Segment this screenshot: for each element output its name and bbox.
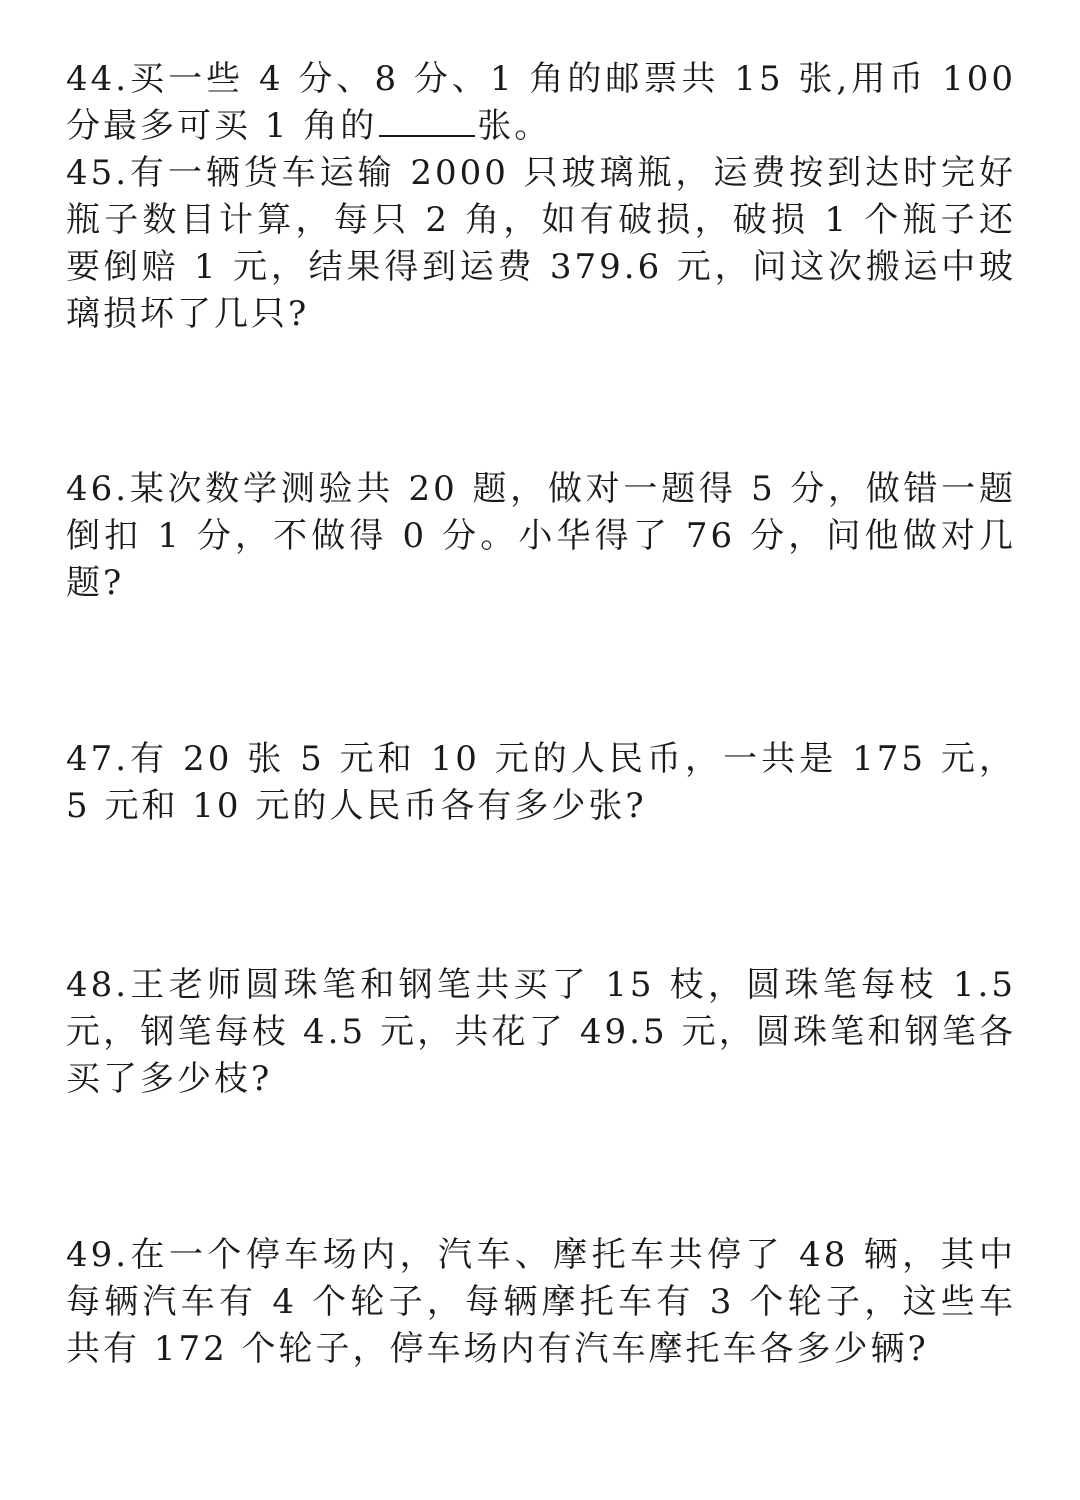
problem-45-text: 45.有一辆货车运输 2000 只玻璃瓶，运费按到达时完好瓶子数目计算，每只 2 角，如有破损，破损 1 个瓶子还要倒赔 1 元，结果得到运费 379.6 元，问这次搬运中玻璃损坏了几只? bbox=[66, 153, 1016, 334]
problem-44-suffix: 张。 bbox=[477, 106, 552, 146]
problem-45 bbox=[66, 150, 1016, 338]
problem-48-text: 48.王老师圆珠笔和钢笔共买了 15 枝，圆珠笔每枝 1.5 元，钢笔每枝 4.5 元，共花了 49.5 元，圆珠笔和钢笔各买了多少枝? bbox=[66, 965, 1016, 1099]
problem-44 bbox=[66, 56, 1016, 150]
problem-44-text: 44.买一些 4 分、8 分、1 角的邮票共 15 张,用币 100 分最多可买 1 角的 bbox=[66, 59, 1016, 146]
problem-49 bbox=[66, 1232, 1016, 1373]
answer-blank bbox=[379, 105, 475, 137]
problem-46 bbox=[66, 466, 1016, 607]
problem-47 bbox=[66, 736, 1016, 830]
problem-47-text: 47.有 20 张 5 元和 10 元的人民币，一共是 175 元，5 元和 10 元的人民币各有多少张? bbox=[66, 739, 1016, 826]
problem-48 bbox=[66, 962, 1016, 1103]
problem-49-text: 49.在一个停车场内，汽车、摩托车共停了 48 辆，其中每辆汽车有 4 个轮子，每辆摩托车有 3 个轮子，这些车共有 172 个轮子，停车场内有汽车摩托车各多少辆? bbox=[66, 1235, 1016, 1369]
problem-46-text: 46.某次数学测验共 20 题，做对一题得 5 分，做错一题倒扣 1 分，不做得 0 分。小华得了 76 分，问他做对几题? bbox=[66, 469, 1016, 603]
